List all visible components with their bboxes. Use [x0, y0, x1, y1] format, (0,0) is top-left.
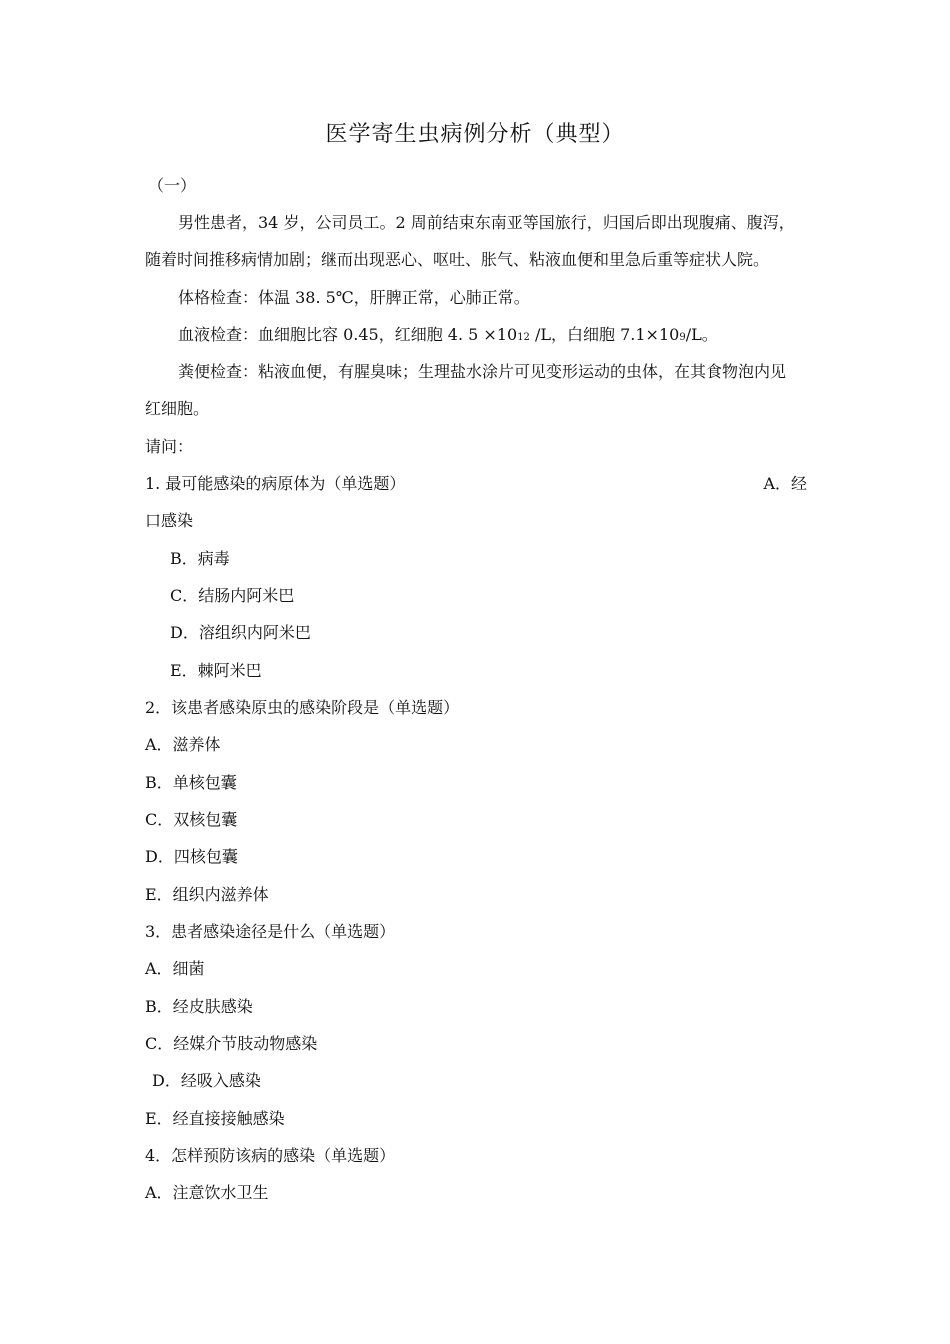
- q2-option: D．四核包囊: [145, 847, 238, 866]
- q1-option: C．结肠内阿米巴: [170, 586, 295, 605]
- case-paragraph-line-1: 男性患者，34 岁，公司员工。2 周前结束东南亚等国旅行，归国后即出现腹痛、腹泻，: [178, 213, 795, 232]
- stool-test-line-2: 红细胞。: [145, 399, 210, 418]
- q2-option: A．滋养体: [145, 735, 221, 754]
- q2-option: E．组织内滋养体: [145, 885, 269, 904]
- q4-stem: 4．怎样预防该病的感染（单选题）: [145, 1146, 396, 1165]
- q2-option: B．单核包囊: [145, 773, 237, 792]
- q2-stem: 2．该患者感染原虫的感染阶段是（单选题）: [145, 698, 460, 717]
- stool-test-line-1: 粪便检查：粘液血便，有腥臭味；生理盐水涂片可见变形运动的虫体，在其食物泡内见: [178, 362, 787, 381]
- q1-stem: 1. 最可能感染的病原体为（单选题）: [145, 474, 406, 493]
- blood-test: [178, 324, 843, 349]
- q3-option: B．经皮肤感染: [145, 997, 253, 1016]
- q4-option: A．注意饮水卫生: [145, 1183, 269, 1202]
- q3-option: D．经吸入感染: [152, 1071, 261, 1090]
- blood-test-exponent-1: 12: [517, 332, 530, 343]
- q3-option: C．经媒介节肢动物感染: [145, 1034, 318, 1053]
- q3-option: A．细菌: [145, 959, 205, 978]
- q1-option: B．病毒: [170, 549, 230, 568]
- blood-test-exponent-2: 9: [679, 332, 686, 343]
- q1-option-a-wrap: 口感染: [145, 511, 194, 530]
- case-paragraph-line-2: 随着时间推移病情加剧；继而出现恶心、呕吐、胀气、粘液血便和里急后重等症状人院。: [145, 250, 770, 269]
- blood-test-part-3: /L。: [685, 325, 718, 344]
- q1-option: E．棘阿米巴: [170, 661, 262, 680]
- physical-exam: 体格检查：体温 38. 5℃，肝脾正常，心肺正常。: [178, 288, 530, 307]
- blood-test-part-1: 血液检查：血细胞比容 0.45，红细胞 4. 5 ×10: [178, 325, 518, 344]
- q1-option-a-fragment: A．经: [763, 474, 807, 493]
- question-prompt: 请问：: [145, 437, 194, 456]
- blood-test-part-2: /L，白细胞 7.1×10: [529, 325, 680, 344]
- q3-stem: 3．患者感染途径是什么（单选题）: [145, 922, 396, 941]
- document-title: 医学寄生虫病例分析（典型）: [325, 122, 625, 147]
- section-label: （一）: [148, 176, 197, 195]
- q1-option: D．溶组织内阿米巴: [170, 623, 311, 642]
- q2-option: C．双核包囊: [145, 810, 238, 829]
- q3-option: E．经直接接触感染: [145, 1109, 285, 1128]
